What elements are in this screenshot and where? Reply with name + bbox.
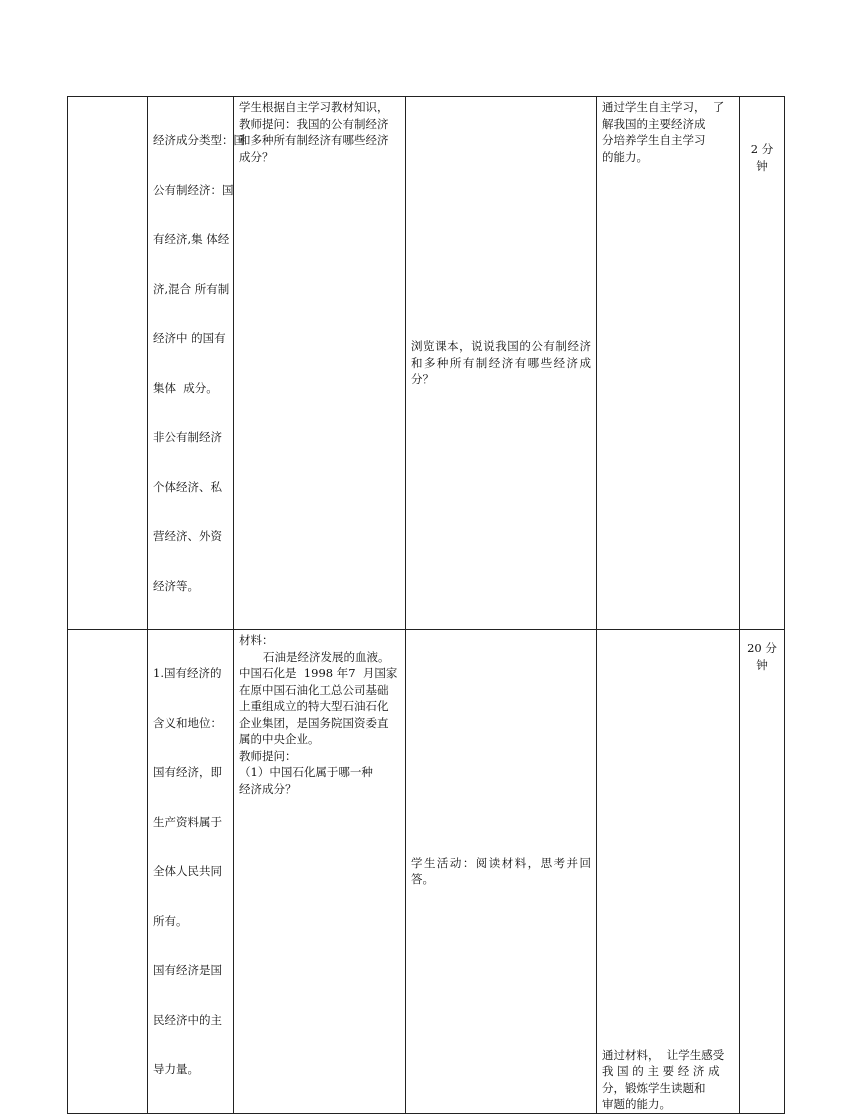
- material-line: 企业集团，是国务院国资委直: [239, 715, 389, 730]
- topic-line: 民经济中的主: [153, 1012, 222, 1027]
- student-activity-cell: 浏览课本，说说我国的公有制经济和多种所有制经济有哪些经济成分？: [406, 97, 597, 630]
- topic-cell: [148, 630, 234, 1114]
- topic-line: 经济等。: [153, 578, 199, 593]
- material-line: 中国石化是 1998 年7 月国家: [239, 666, 398, 680]
- intent-line: 通过材料， 让学生感受: [602, 1047, 725, 1062]
- material-line: 学生根据自主学习教材知识，: [239, 100, 389, 114]
- material-cell: [234, 630, 406, 1114]
- material-line: 教师提问：我国的公有制经济: [239, 116, 389, 131]
- table-row: [68, 97, 785, 630]
- topic-line: 集体 成分。: [153, 380, 218, 395]
- topic-line: 生产资料属于: [153, 814, 222, 829]
- topic-line: 有经济,集 体经: [153, 232, 230, 246]
- material-line: 石油是经济发展的血液。: [263, 649, 390, 664]
- material-cell: [234, 97, 406, 630]
- topic-line: 非公有制经济: [153, 430, 222, 444]
- material-line: 教师提问：: [239, 748, 297, 763]
- intent-line: 审题的能力。: [602, 1097, 671, 1111]
- material-line: 属的中央企业。: [239, 732, 320, 746]
- topic-line: 经济中 的国有: [153, 331, 226, 345]
- intent-line: 分培养学生自主学习: [602, 133, 706, 147]
- topic-line: 公有制经济：国: [153, 182, 234, 197]
- topic-line: 国有经济，即: [153, 765, 222, 779]
- topic-cell: [148, 97, 245, 630]
- material-line: 上重组成立的特大型石油石化: [239, 699, 389, 713]
- table-row: [68, 630, 785, 1114]
- material-line: 在原中国石油化工总公司基础: [239, 682, 389, 697]
- time-line: 2 分: [750, 142, 774, 156]
- topic-line: 国有经济是国: [153, 963, 222, 977]
- time-cell: [740, 630, 785, 1114]
- material-line: 材料：: [239, 633, 274, 647]
- intent-line: 解我国的主要经济成: [602, 116, 706, 131]
- topic-line: 经济成分类型：国: [153, 133, 245, 147]
- time-line: 钟: [756, 657, 768, 672]
- time-line: 钟: [756, 158, 768, 173]
- material-line: （1）中国石化属于哪一种: [239, 765, 373, 779]
- intent-line: 我 国 的 主 要 经 济 成: [602, 1064, 720, 1078]
- blank-cell: [68, 630, 148, 1114]
- topic-line: 营经济、外资: [153, 529, 222, 543]
- material-line: 成分？: [239, 149, 274, 164]
- teaching-intent-cell: [597, 630, 740, 1114]
- topic-line: 济,混合 所有制: [153, 281, 230, 296]
- topic-line: 含义和地位：: [153, 715, 222, 730]
- material-line: 和多种所有制经济有哪些经济: [239, 133, 389, 147]
- topic-line: 1.国有经济的: [153, 666, 222, 680]
- topic-line: 所有。: [153, 913, 188, 928]
- student-activity-cell: 学生活动：阅读材料，思考并回答。: [406, 630, 597, 1114]
- material-line: 经济成分？: [239, 781, 297, 796]
- intent-line: 分，锻炼学生读题和: [602, 1080, 706, 1095]
- intent-line: 的能力。: [602, 149, 648, 164]
- time-cell: [740, 97, 785, 630]
- topic-line: 全体人民共同: [153, 864, 222, 878]
- teaching-intent-cell: [597, 97, 740, 630]
- topic-line: 导力量。: [153, 1062, 199, 1076]
- time-line: 20 分: [747, 641, 777, 655]
- intent-line: 通过学生自主学习， 了: [602, 100, 725, 114]
- topic-line: 个体经济、私: [153, 479, 222, 494]
- lesson-plan-table: [67, 96, 785, 1114]
- blank-cell: [68, 97, 148, 630]
